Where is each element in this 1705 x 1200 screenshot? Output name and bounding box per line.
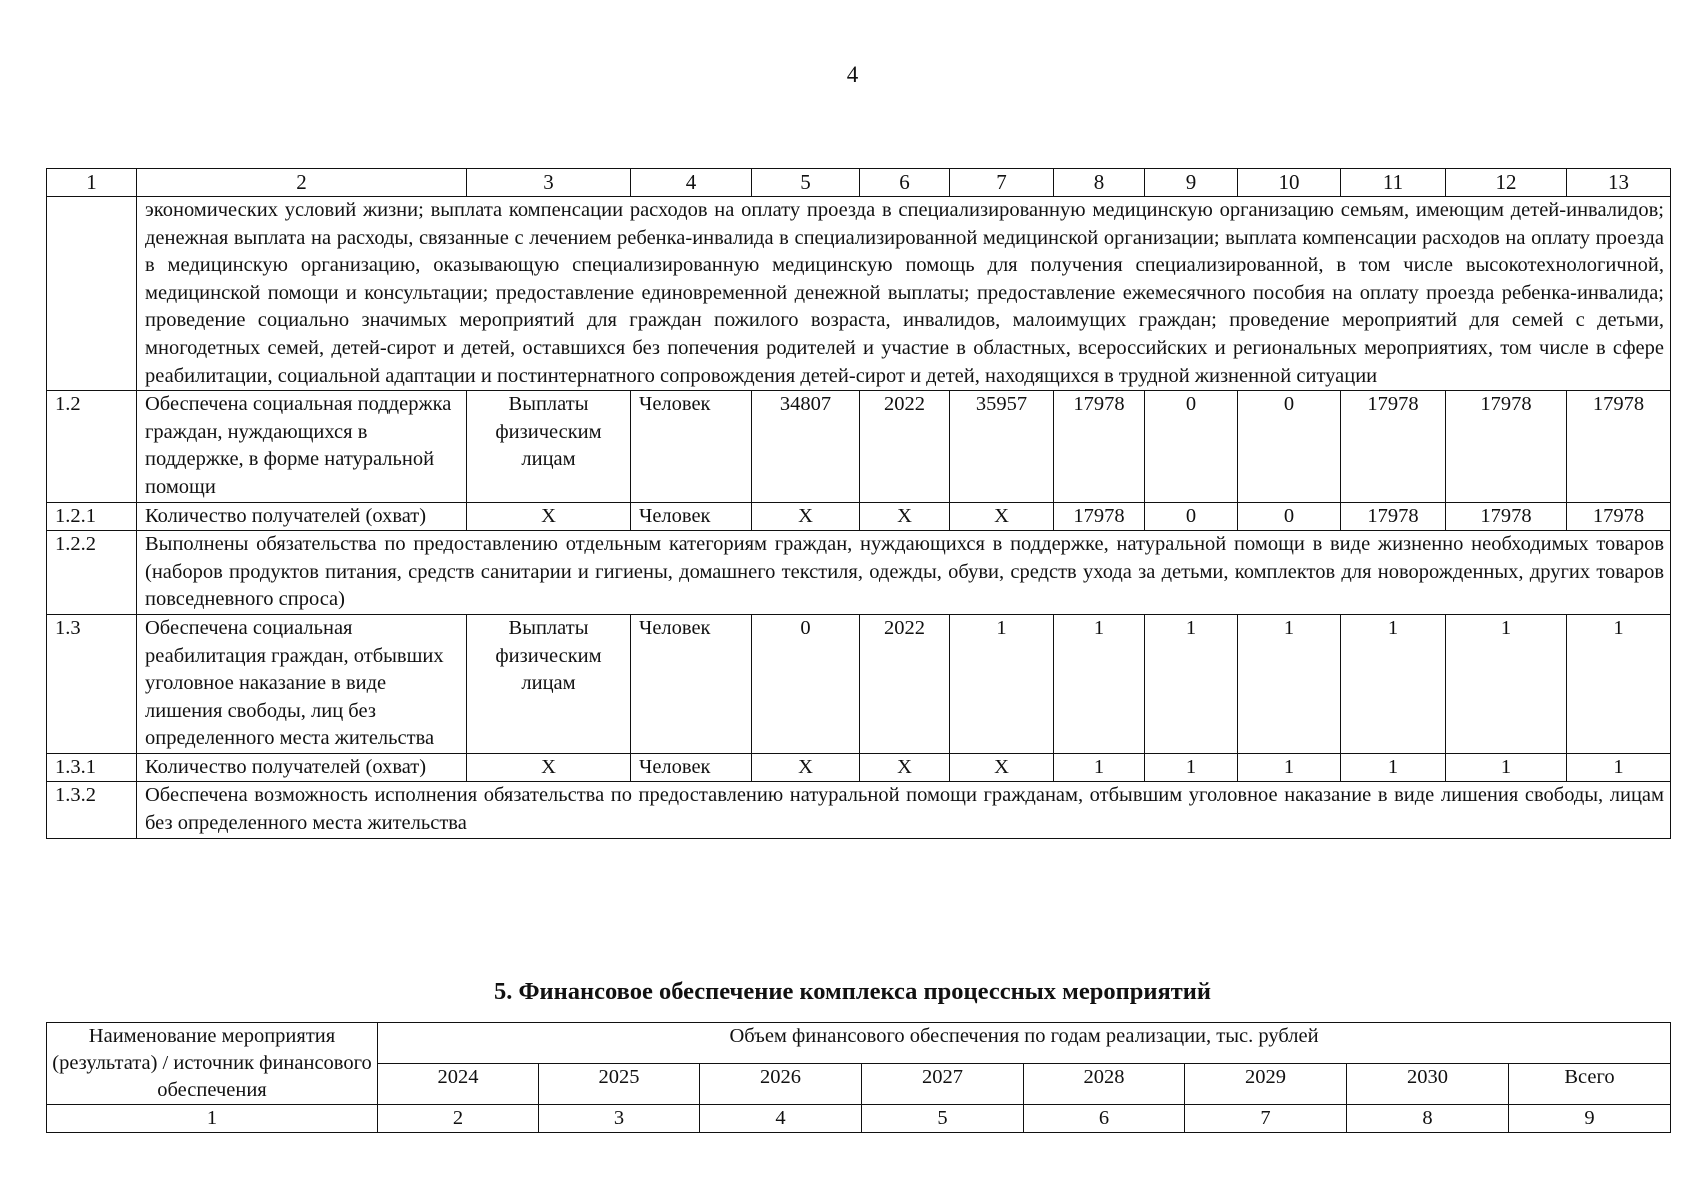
unit: Человек: [631, 391, 752, 502]
column-number-row: [47, 169, 1671, 197]
value-cell: 17978: [1054, 502, 1145, 531]
column-number: 7: [950, 169, 1054, 197]
task-text: Выполнены обязательства по предоставлению отдельным категориям граждан, нуждающихся в поддержке, натуральной помощи в виде жизненно необходимых товаров (наборов продуктов питания, средств санитарии и гигиены, домашнего текстиля, одежды, обуви, средств ухода за детьми, комплектов для новорожденных, других товаров повседневного спроса): [137, 531, 1671, 615]
table-row-1-3-1: [47, 753, 1671, 782]
table-row-1-3: [47, 614, 1671, 753]
value-cell: 1: [1145, 614, 1238, 753]
value-cell: 1: [1054, 614, 1145, 753]
column-number: 4: [631, 169, 752, 197]
value-cell: 1: [1567, 614, 1671, 753]
column-number: 6: [1024, 1105, 1185, 1133]
value-cell: 0: [752, 614, 860, 753]
year-header: 2030: [1347, 1064, 1509, 1105]
table-row-1-2-2: [47, 531, 1671, 615]
row-number: 1.3.1: [47, 753, 137, 782]
column-number: 4: [700, 1105, 862, 1133]
value-cell: 1: [1567, 753, 1671, 782]
column-number: 2: [137, 169, 467, 197]
year-header: 2028: [1024, 1064, 1185, 1105]
column-number: 9: [1509, 1105, 1671, 1133]
value-cell: 1: [1446, 753, 1567, 782]
column-number: 5: [862, 1105, 1024, 1133]
value-cell: 34807: [752, 391, 860, 502]
value-cell: 1: [1341, 753, 1446, 782]
value-cell: 17978: [1567, 391, 1671, 502]
row-number: 1.3: [47, 614, 137, 753]
column-number-row: [47, 1105, 1671, 1133]
value-cell: 17978: [1341, 391, 1446, 502]
result-type: Выплаты физическим лицам: [467, 614, 631, 753]
value-cell: Х: [860, 502, 950, 531]
row-number: 1.2: [47, 391, 137, 502]
column-number: 3: [539, 1105, 700, 1133]
unit: Человек: [631, 614, 752, 753]
task-text: Обеспечена возможность исполнения обязательства по предоставлению натуральной помощи гражданам, отбывшим уголовное наказание в виде лишения свободы, лицам без определенного места жительства: [137, 782, 1671, 838]
result-name: Количество получателей (охват): [137, 502, 467, 531]
result-name: Количество получателей (охват): [137, 753, 467, 782]
column-number: 1: [47, 1105, 378, 1133]
value-cell: Х: [752, 502, 860, 531]
result-type: Х: [467, 502, 631, 531]
value-cell: Х: [950, 753, 1054, 782]
section-title: 5. Финансовое обеспечение комплекса процессных мероприятий: [493, 978, 1212, 1005]
year-header: 2024: [378, 1064, 539, 1105]
value-cell: 35957: [950, 391, 1054, 502]
value-cell: 2022: [860, 391, 950, 502]
value-cell: Х: [752, 753, 860, 782]
column-number: 8: [1347, 1105, 1509, 1133]
column-number: 9: [1145, 169, 1238, 197]
value-cell: 1: [1054, 753, 1145, 782]
finance-table: [46, 1022, 1671, 1133]
total-header: Всего: [1509, 1064, 1671, 1105]
column-number: 7: [1185, 1105, 1347, 1133]
value-cell: 0: [1145, 391, 1238, 502]
name-header: Наименование мероприятия (результата) / источник финансового обеспечения: [47, 1023, 378, 1105]
row-number: 1.3.2: [47, 782, 137, 838]
row-number: 1.2.1: [47, 502, 137, 531]
result-type: Выплаты физическим лицам: [467, 391, 631, 502]
column-number: 12: [1446, 169, 1567, 197]
value-cell: 1: [950, 614, 1054, 753]
result-name: Обеспечена социальная реабилитация граждан, отбывших уголовное наказание в виде лишения свободы, лиц без определенного места жительства: [137, 614, 467, 753]
page-number: 4: [846, 62, 859, 87]
result-name: Обеспечена социальная поддержка граждан, нуждающихся в поддержке, в форме натуральной помощи: [137, 391, 467, 502]
value-cell: 1: [1238, 753, 1341, 782]
value-cell: 17978: [1567, 502, 1671, 531]
column-number: 10: [1238, 169, 1341, 197]
row-number: 1.2.2: [47, 531, 137, 615]
value-cell: 17978: [1054, 391, 1145, 502]
volume-header: Объем финансового обеспечения по годам реализации, тыс. рублей: [378, 1023, 1671, 1064]
column-number: 8: [1054, 169, 1145, 197]
value-cell: 2022: [860, 614, 950, 753]
table-row-1-3-2: [47, 782, 1671, 838]
value-cell: 0: [1238, 391, 1341, 502]
table-row-1-2-1: [47, 502, 1671, 531]
row-number-cell: [47, 197, 137, 391]
value-cell: 17978: [1341, 502, 1446, 531]
value-cell: 1: [1446, 614, 1567, 753]
column-number: 5: [752, 169, 860, 197]
continuation-row: [47, 197, 1671, 391]
value-cell: Х: [860, 753, 950, 782]
value-cell: 1: [1238, 614, 1341, 753]
indicators-table: [46, 168, 1671, 839]
column-number: 11: [1341, 169, 1446, 197]
result-type: Х: [467, 753, 631, 782]
value-cell: 17978: [1446, 502, 1567, 531]
value-cell: 0: [1145, 502, 1238, 531]
column-number: 6: [860, 169, 950, 197]
value-cell: 1: [1145, 753, 1238, 782]
year-header: 2029: [1185, 1064, 1347, 1105]
column-number: 1: [47, 169, 137, 197]
year-header: 2026: [700, 1064, 862, 1105]
column-number: 3: [467, 169, 631, 197]
year-header: 2027: [862, 1064, 1024, 1105]
column-number: 2: [378, 1105, 539, 1133]
value-cell: 17978: [1446, 391, 1567, 502]
value-cell: 1: [1341, 614, 1446, 753]
unit: Человек: [631, 753, 752, 782]
value-cell: Х: [950, 502, 1054, 531]
unit: Человек: [631, 502, 752, 531]
table-row-1-2: [47, 391, 1671, 502]
column-number: 13: [1567, 169, 1671, 197]
continuation-text: экономических условий жизни; выплата компенсации расходов на оплату проезда в специализированную медицинскую организацию семьям, имеющим детей-инвалидов; денежная выплата на расходы, связанные с лечением ребенка-инвалида в специализированной медицинской организации; выплата компенсации расходов на оплату проезда в медицинскую организацию, оказывающую специализированную медицинскую помощь для получения специализированной, в том числе высокотехнологичной, медицинской помощи и консультации; предоставление единовременной денежной выплаты; предоставление ежемесячного пособия на оплату проезда ребенка-инвалида; проведение социально значимых мероприятий для граждан пожилого возраста, инвалидов, малоимущих граждан; проведение мероприятий для семей с детьми, многодетных семей, детей-сирот и детей, оставшихся без попечения родителей и участие в областных, всероссийских и региональных мероприятиях, том числе в сфере реабилитации, социальной адаптации и постинтернатного сопровождения детей-сирот и детей, находящихся в трудной жизненной ситуации: [137, 197, 1671, 391]
year-header: 2025: [539, 1064, 700, 1105]
value-cell: 0: [1238, 502, 1341, 531]
